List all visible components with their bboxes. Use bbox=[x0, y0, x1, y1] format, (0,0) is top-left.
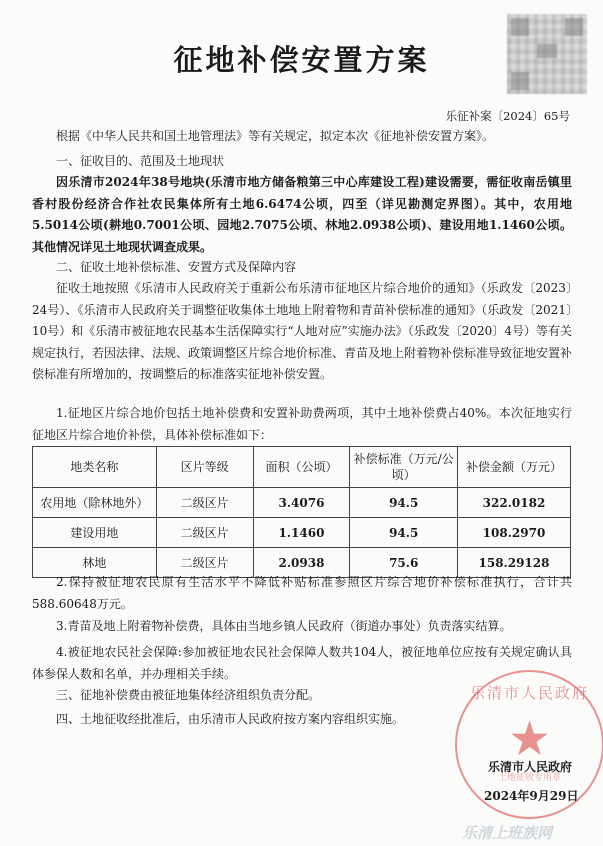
table-cell: 158.29128 bbox=[457, 548, 570, 578]
table-header-cell: 区片等级 bbox=[156, 447, 253, 488]
seal-text: 乐清市人民政府 bbox=[469, 684, 589, 702]
intro-paragraph: 根据《中华人民共和国土地管理法》等有关规定，拟定本次《征地补偿安置方案》。 bbox=[56, 129, 495, 143]
table-cell: 94.5 bbox=[350, 518, 458, 548]
item2-paragraph: 2.保持被征地农民原有生活水平不降低补贴标准参照区片综合地价补偿标准执行，合计共588.60648万元。 bbox=[32, 575, 572, 611]
table-cell: 3.4076 bbox=[253, 488, 350, 518]
item1-paragraph: 1.征地区片综合地价包括土地补偿费和安置补助费两项，其中土地补偿费占40%。本次征地实行征地区片综合地价补偿，具体补偿标准如下： bbox=[32, 406, 572, 442]
signature-date: 2024年9月29日 bbox=[484, 789, 579, 803]
table-cell: 2.0938 bbox=[253, 548, 350, 578]
table-header-cell: 补偿标准（万元/公顷） bbox=[350, 447, 458, 488]
table-header-row bbox=[33, 447, 571, 488]
section3-text: 三、征地补偿费由被征地集体经济组织负责分配。 bbox=[56, 688, 321, 702]
table-cell: 二级区片 bbox=[156, 488, 253, 518]
table-cell: 二级区片 bbox=[156, 518, 253, 548]
item4-paragraph: 4.被征地农民社会保障:参加被征地农民社会保障人数共104人，被征地单位应按有关规定确认具体参保人数和名单，并办理相关手续。 bbox=[32, 645, 572, 681]
document-title: 征地补偿安置方案 bbox=[173, 43, 430, 77]
table-cell: 322.0182 bbox=[457, 488, 570, 518]
signature-org: 乐清市人民政府 bbox=[488, 760, 573, 774]
watermark: 乐清上班族网 bbox=[462, 824, 553, 842]
table-cell: 94.5 bbox=[350, 488, 458, 518]
table-header-cell: 地类名称 bbox=[33, 447, 157, 488]
table-row bbox=[33, 488, 571, 518]
table-cell: 1.1460 bbox=[253, 518, 350, 548]
section2-heading: 二、征收土地补偿标准、安置方式及保障内容 bbox=[56, 260, 297, 274]
document-number: 乐征补案〔2024〕65号 bbox=[445, 109, 570, 123]
section1-heading: 一、征收目的、范围及土地现状 bbox=[56, 154, 225, 168]
table-cell: 二级区片 bbox=[156, 548, 253, 578]
seal-subtext: 土地征收专用章 bbox=[497, 773, 561, 783]
table-header-cell: 面积（公顷） bbox=[253, 447, 350, 488]
seal-star-icon: ★ bbox=[507, 711, 552, 767]
table-row bbox=[33, 518, 571, 548]
compensation-table bbox=[32, 446, 571, 578]
table-cell: 108.2970 bbox=[457, 518, 570, 548]
table-cell: 农用地（除林地外） bbox=[33, 488, 157, 518]
table-cell: 75.6 bbox=[350, 548, 458, 578]
item3-paragraph: 3.青苗及地上附着物补偿费，具体由当地乡镇人民政府（街道办事处）负责落实结算。 bbox=[56, 619, 512, 633]
section2-body: 征收土地按照《乐清市人民政府关于重新公布乐清市征地区片综合地价的通知》（乐政发〔2023〕24号）、《乐清市人民政府关于调整征收集体土地地上附着物和青苗补偿标准的通知》（乐政发〔2021〕10号）和《乐清市被征地农民基本生活保障实行“人地对应”实施办法》（乐政发〔2020〕4号）等有关规定执行，若因法律、法规、政策调整区片综合地价标准、青苗及地上附着物补偿标准导致征地安置补偿标准有所增加的，按调整后的标准落实征地补偿安置。 bbox=[32, 281, 573, 381]
section4-text: 四、土地征收经批准后，由乐清市人民政府按方案内容组织实施。 bbox=[56, 712, 405, 726]
table-cell: 林地 bbox=[33, 548, 157, 578]
table-header-cell: 补偿金额（万元） bbox=[457, 447, 570, 488]
section1-body: 因乐清市2024年38号地块(乐清市地方储备粮第三中心库建设工程)建设需要，需征收南岳镇里香村股份经济合作社农民集体所有土地6.6474公顷，四至（详见勘测定界图）。其中，农用地5.5014公顷(耕地0.7001公顷、园地2.7075公顷、林地2.0938公顷)、建设用地1.1460公顷。其他情况详见土地现状调查成果。 bbox=[32, 175, 572, 254]
table-cell: 建设用地 bbox=[33, 518, 157, 548]
